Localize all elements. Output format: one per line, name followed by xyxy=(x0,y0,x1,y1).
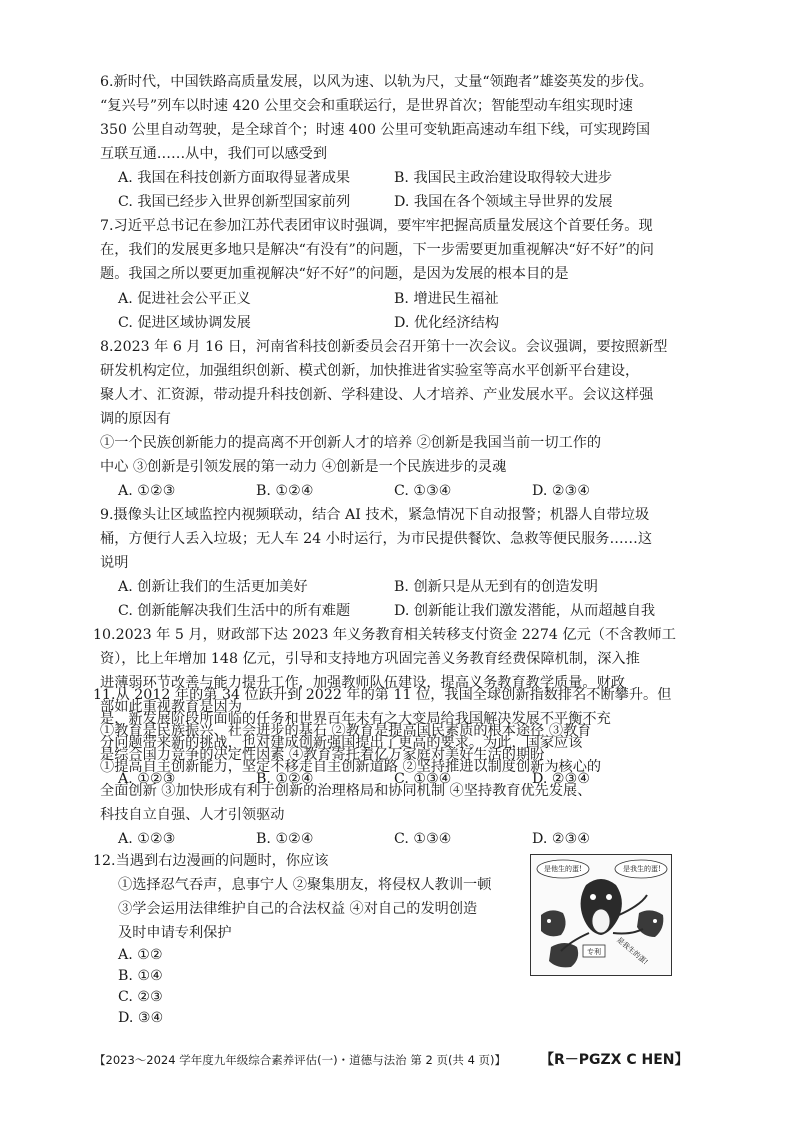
q11-option-b: B. ①②④ xyxy=(256,831,314,847)
q10-option-c: C. ①③④ xyxy=(394,771,452,787)
q8-line-3: 聚人才、汇资源，带动提升科技创新、学科建设、人才培养、产业发展水平。会议这样强 xyxy=(100,387,654,403)
q9-option-b: B. 创新只是从无到有的创造发明 xyxy=(394,579,598,595)
q6-line-3: 350 公里自动驾驶，是全球首个；时速 400 公里可变轨距高速动车组下线，可实现跨国 xyxy=(100,122,651,138)
q11-line-2: 是，新发展阶段所面临的任务和世界百年未有之大变局给我国解决发展不平衡不充 xyxy=(100,711,611,727)
cartoon-caption-right: 是我生的蛋! xyxy=(623,865,661,873)
cartoon-egg-label: 专利 xyxy=(587,948,601,956)
q8-option-b: B. ①②④ xyxy=(256,483,314,499)
q10-line-1: 10.2023 年 5 月，财政部下达 2023 年义务教育相关转移支付资金 2274 亿元（不含教师工 xyxy=(93,627,676,643)
q10-option-b: B. ①②④ xyxy=(256,771,314,787)
q10-option-a: A. ①②③ xyxy=(118,771,176,787)
q8-option-c: C. ①③④ xyxy=(394,483,452,499)
q8-option-d: D. ②③④ xyxy=(532,483,591,499)
q8-line-4: 调的原因有 xyxy=(100,411,171,427)
q6-line-4: 互联互通……从中，我们可以感受到 xyxy=(100,146,328,162)
q10-line-6: 是综合国力竞争的决定性因素 ④教育寄托着亿万家庭对美好生活的期盼 xyxy=(100,747,545,763)
q11-line-4: ①提高自主创新能力，坚定不移走自主创新道路 ②坚持推进以制度创新为核心的 xyxy=(100,759,602,775)
q9-line-2: 桶，方便行人丢入垃圾；无人车 24 小时运行，为市民提供餐饮、急救等便民服务……这 xyxy=(100,531,653,547)
q10-line-2: 资），比上年增加 148 亿元，引导和支持地方巩固完善义务教育经费保障机制，深入推 xyxy=(100,651,640,667)
q10-line-4: 部如此重视教育是因为 xyxy=(100,699,242,715)
q11-option-c: C. ①③④ xyxy=(394,831,452,847)
q8-line-5: ①一个民族创新能力的提高离不开创新人才的培养 ②创新是我国当前一切工作的 xyxy=(100,435,602,451)
q6-option-c: C. 我国已经步入世界创新型国家前列 xyxy=(118,194,351,210)
q10-line-3: 进薄弱环节改善与能力提升工作，加强教师队伍建设，提高义务教育教学质量。财政 xyxy=(100,675,625,691)
q8-line-1: 8.2023 年 6 月 16 日，河南省科技创新委员会召开第十一次会议。会议强调，要按照新型 xyxy=(100,339,668,355)
q12-option-d: D. ③④ xyxy=(118,1010,164,1026)
q12-option-c: C. ②③ xyxy=(118,989,163,1005)
q11-option-a: A. ①②③ xyxy=(118,831,176,847)
q11-option-d: D. ②③④ xyxy=(532,831,591,847)
q12-line-2: ①选择忍气吞声，息事宁人 ②聚集朋友，将侵权人教训一顿 xyxy=(118,877,492,893)
q7-line-2: 在，我们的发展更多地只是解决“有没有”的问题，下一步需要更加重视解决“好不好”的问 xyxy=(100,242,654,258)
q12-option-a: A. ①② xyxy=(118,947,163,963)
q7-line-3: 题。我国之所以要更加重视解决“好不好”的问题，是因为发展的根本目的是 xyxy=(100,266,569,282)
q7-option-b: B. 增进民生福祉 xyxy=(394,291,499,307)
q12-line-3: ③学会运用法律维护自己的合法权益 ④对自己的发明创造 xyxy=(118,901,478,917)
q9-option-a: A. 创新让我们的生活更加美好 xyxy=(118,579,308,595)
q10-option-d: D. ②③④ xyxy=(532,771,591,787)
q12-line-1: 12.当遇到右边漫画的问题时，你应该 xyxy=(93,853,329,869)
q9-option-d: D. 创新能让我们激发潜能，从而超越自我 xyxy=(394,603,656,619)
q10-line-5: ①教育是民族振兴、社会进步的基石 ②教育是提高国民素质的根本途径 ③教育 xyxy=(100,723,592,739)
q12-option-b: B. ①④ xyxy=(118,968,163,984)
q6-line-2: “复兴号”列车以时速 420 公里交会和重联运行，是世界首次；智能型动车组实现时速 xyxy=(100,98,633,114)
q9-line-3: 说明 xyxy=(100,555,129,571)
q12-line-4: 及时申请专利保护 xyxy=(118,925,232,941)
paper-code: 【R－PGZX C HEN】 xyxy=(540,1052,689,1068)
page-footer: 【2023～2024 学年度九年级综合素养评估(一)・道德与法治 第 2 页(共 4 页)】 xyxy=(94,1053,507,1067)
cartoon-illustration xyxy=(530,854,672,976)
q6-option-a: A. 我国在科技创新方面取得显著成果 xyxy=(118,170,351,186)
q8-option-a: A. ①②③ xyxy=(118,483,176,499)
q7-option-c: C. 促进区域协调发展 xyxy=(118,315,251,331)
q11-line-1: 11.从 2012 年的第 34 位跃升到 2022 年的第 11 位，我国全球创新指数排名不断攀升。但 xyxy=(93,687,672,703)
q7-option-a: A. 促进社会公平正义 xyxy=(118,291,251,307)
q11-line-6: 科技自立自强、人才引领驱动 xyxy=(100,807,285,823)
q6-line-1: 6.新时代，中国铁路高质量发展，以风为速、以轨为尺，丈量“领跑者”雄姿英发的步伐。 xyxy=(100,74,653,90)
q7-option-d: D. 优化经济结构 xyxy=(394,315,500,331)
q6-option-b: B. 我国民主政治建设取得较大进步 xyxy=(394,170,613,186)
cartoon-caption-left: 是他生的蛋! xyxy=(544,865,582,873)
q11-line-3: 分问题带来新的挑战，也对建成创新强国提出了更高的要求。为此，国家应该 xyxy=(100,735,583,751)
q9-option-c: C. 创新能解决我们生活中的所有难题 xyxy=(118,603,351,619)
q8-line-6: 中心 ③创新是引领发展的第一动力 ④创新是一个民族进步的灵魂 xyxy=(100,459,507,475)
q8-line-2: 研发机构定位，加强组织创新、模式创新，加快推进省实验室等高水平创新平台建设， xyxy=(100,363,640,379)
q11-line-5: 全面创新 ③加快形成有利于创新的治理格局和协同机制 ④坚持教育优先发展、 xyxy=(100,783,592,799)
q6-option-d: D. 我国在各个领域主导世界的发展 xyxy=(394,194,613,210)
q7-line-1: 7.习近平总书记在参加江苏代表团审议时强调，要牢牢把握高质量发展这个首要任务。现 xyxy=(100,218,653,234)
q9-line-1: 9.摄像头让区域监控内视频联动，结合 AI 技术，紧急情况下自动报警；机器人自带垃圾 xyxy=(100,507,650,523)
cartoon-caption-bottom: 是我生的蛋! xyxy=(615,935,650,967)
